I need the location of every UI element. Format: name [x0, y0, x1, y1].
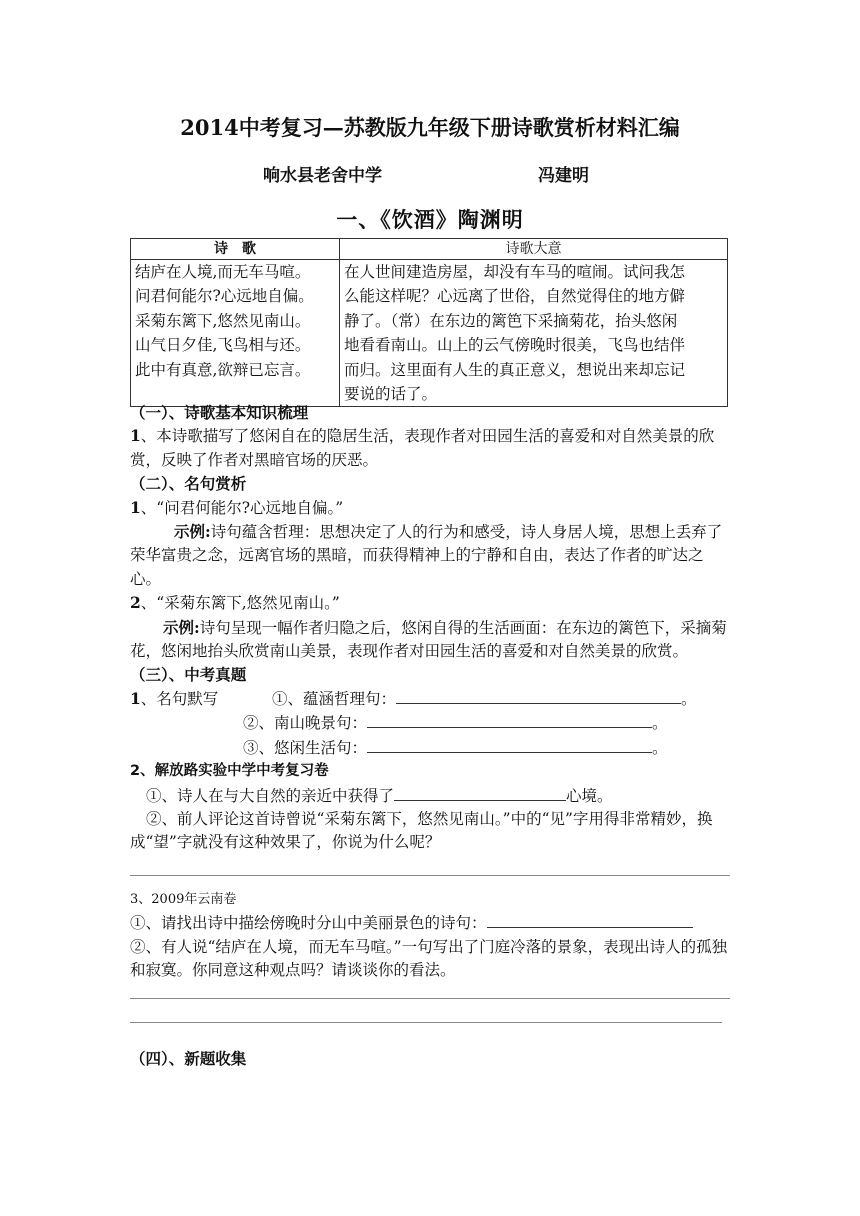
meaning-line: 要说的话了。: [344, 385, 438, 404]
school-name: 响水县老舍中学: [263, 166, 382, 186]
period: 。: [652, 738, 668, 757]
poem-line: 山气日夕佳,飞鸟相与还。: [135, 336, 311, 355]
section-heading: （三）、中考真题: [130, 665, 247, 685]
example-label: 示例:: [174, 522, 211, 542]
example-answer: [130, 616, 730, 664]
meaning-line: 在人世间建造房屋，却没有车马的喧闹。试问我怎: [344, 263, 686, 281]
section-title: 一、《饮酒》陶渊明: [336, 207, 524, 232]
prompt-text: ①、蕴涵哲理句：: [272, 689, 397, 708]
period: 。: [652, 714, 668, 733]
answer-blank[interactable]: [396, 687, 681, 704]
poem-column-header: 诗 歌: [131, 239, 340, 260]
example-label: 示例:: [163, 617, 200, 637]
poem-line: 采菊东篱下,悠然见南山。: [135, 311, 311, 330]
recitation-item: [130, 687, 730, 711]
question-item: [130, 911, 730, 935]
item-number: 1: [130, 426, 141, 446]
section-heading: （一）、诗歌基本知识梳理: [130, 403, 309, 422]
answer-blank[interactable]: [394, 784, 566, 801]
item-number: 1: [130, 688, 141, 708]
example-text: 诗句呈现一幅作者归隐之后，悠闲自得的生活画面：在东边的篱笆下，采摘菊花，悠闲地抬头欣赏南山美景，表现作者对田园生活的喜爱和对自然美景的欣赏。: [130, 618, 727, 661]
question-item: [130, 784, 730, 808]
poem-table-header: [131, 239, 728, 260]
quote-item: [130, 496, 730, 520]
item-label: 、名句默写: [140, 689, 219, 708]
prompt-text: ②、南山晚景句：: [243, 714, 368, 733]
question-source: 3、2009年云南卷: [130, 891, 237, 907]
poem-text-cell: [131, 260, 340, 407]
document-title: 2014中考复习—苏教版九年级下册诗歌赏析材料汇编: [180, 115, 680, 140]
paragraph-text: 、本诗歌描写了悠闲自在的隐居生活，表现作者对田园生活的喜爱和对自然美景的欣赏，反映了作者对黑暗官场的厌恶。: [130, 427, 715, 469]
answer-blank[interactable]: [367, 736, 652, 753]
meaning-line: 而归。这里面有人生的真正意义，想说出来却忘记: [344, 360, 686, 379]
recitation-item: [130, 736, 730, 760]
period: 。: [681, 689, 697, 708]
meaning-column-header: 诗歌大意: [340, 239, 728, 260]
question-text: ①、诗人在与大自然的亲近中获得了: [146, 786, 395, 805]
meaning-line: 地看看南山。山上的云气傍晚时很美，飞鸟也结伴: [344, 336, 686, 355]
question-text: 心境。: [566, 786, 613, 805]
quote-text: 、“问君何能尔?心远地自偏。”: [140, 498, 344, 517]
question-source: 2、解放路实验中学中考复习卷: [130, 763, 329, 780]
quote-text: 、“采菊东篱下,悠然见南山。”: [140, 594, 340, 613]
question-text: ①、请找出诗中描绘傍晚时分山中美丽景色的诗句：: [130, 914, 487, 933]
prompt-text: ③、悠闲生活句：: [243, 738, 368, 757]
meaning-line: 静了。（常）在东边的篱笆下采摘菊花，抬头悠闲: [344, 311, 678, 330]
answer-line[interactable]: [130, 1006, 722, 1023]
recitation-item: [130, 711, 730, 735]
document-body: [130, 401, 730, 1071]
quote-item: [130, 591, 730, 615]
answer-line[interactable]: [130, 982, 730, 999]
item-number: 1: [130, 497, 141, 517]
poem-line: 问君何能尔?心远地自偏。: [135, 287, 314, 306]
poem-table: [130, 238, 728, 407]
meaning-line: 么能这样呢？心远离了世俗，自然觉得住的地方僻: [344, 287, 686, 306]
author-name: 冯建明: [538, 166, 589, 186]
answer-line[interactable]: [130, 859, 730, 876]
example-answer: [130, 520, 730, 591]
section-heading: （二）、名句赏析: [130, 474, 247, 494]
example-text: 诗句蕴含哲理：思想决定了人的行为和感受，诗人身居人境，思想上丢弃了荣华富贵之念，远离官场的黑暗，而获得精神上的宁静和自由，表达了作者的旷达之心。: [130, 523, 723, 588]
poem-line: 结庐在人境,而无车马喧。: [135, 263, 311, 281]
answer-blank[interactable]: [487, 911, 693, 928]
poem-meaning-cell: [340, 260, 728, 407]
poem-line: 此中有真意,欲辩已忘言。: [135, 360, 311, 379]
question-item: ②、前人评论这首诗曾说“采菊东篱下，悠然见南山。”中的“见”字用得非常精妙，换成“望”字就没有这种效果了，你说为什么呢？: [130, 809, 713, 852]
item-number: 2: [130, 593, 141, 613]
answer-blank[interactable]: [367, 711, 652, 728]
section-heading: （四）、新题收集: [130, 1049, 247, 1069]
question-item: ②、有人说“结庐在人境，而无车马喧。”一句写出了门庭冷落的景象，表现出诗人的孤独和寂寞。你同意这种观点吗？请谈谈你的看法。: [130, 937, 728, 979]
knowledge-paragraph: [130, 424, 730, 472]
poem-table-row: [131, 260, 728, 407]
